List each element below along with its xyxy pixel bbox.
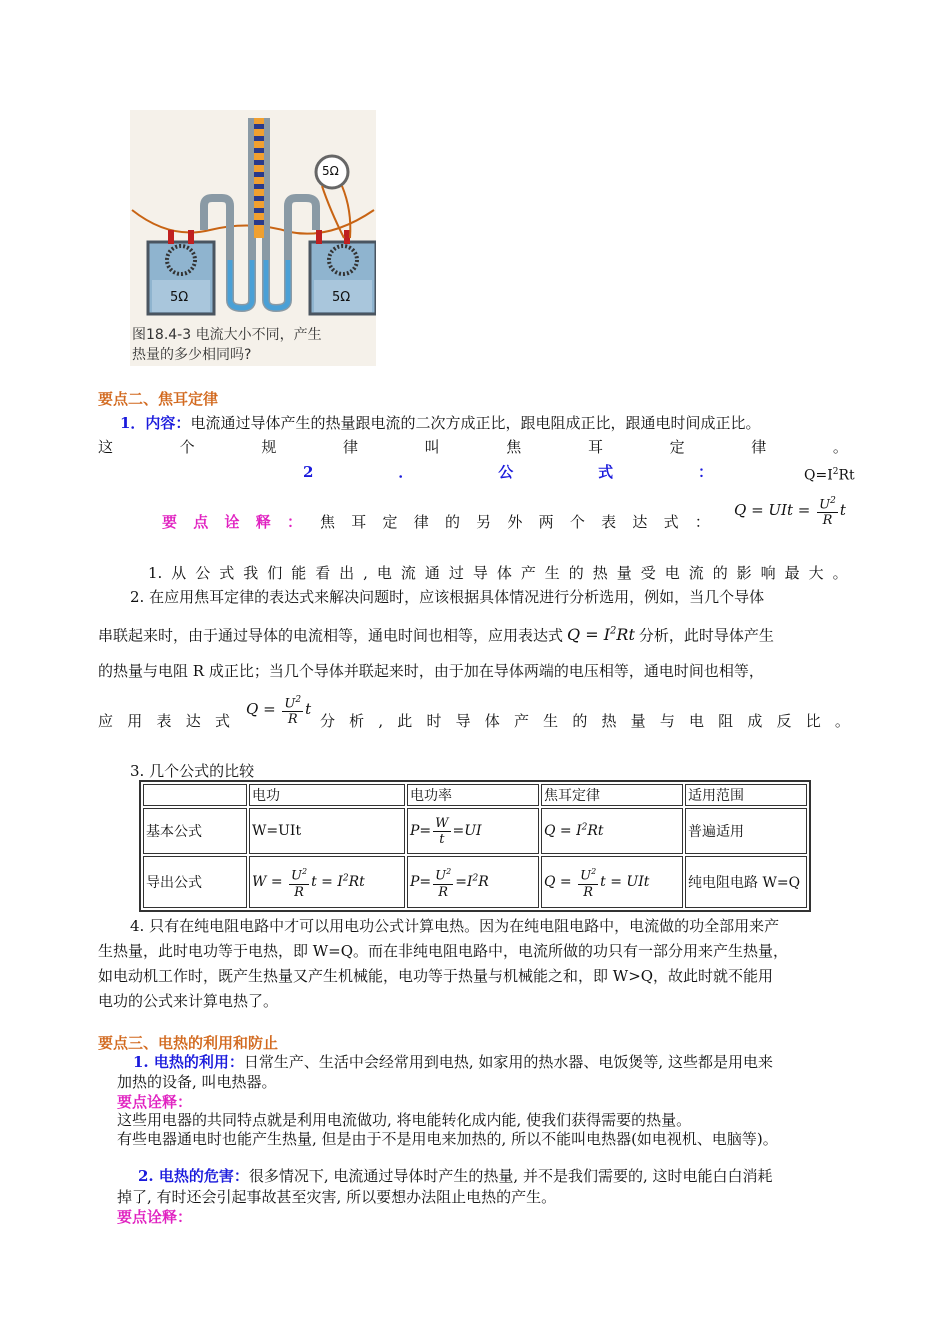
table-header-power: 电功率	[407, 784, 539, 806]
p1-char: 响	[760, 564, 776, 582]
item1-cont-char: 定	[669, 438, 685, 456]
table-header-scope: 适用范围	[685, 784, 807, 806]
row2-joule: Q = $\frac{U^2}{R}$ t = UIt	[541, 856, 683, 908]
formula-q-i2rt: $Q=I^2Rt$	[804, 467, 855, 484]
p2-line4b-char: 分	[320, 712, 336, 730]
p2-line4a-char: 用	[127, 712, 143, 730]
p1-char: 看	[315, 564, 331, 582]
p2-line4a-char: 应	[98, 712, 114, 730]
item1-cont-char: 律	[751, 438, 767, 456]
p2-line4b-char: 的	[572, 712, 588, 730]
p2-line4b-char: 。	[834, 712, 850, 730]
section3-heading: 要点三、电热的利用和防止	[98, 1034, 279, 1052]
item1-cont-char: 。	[832, 438, 848, 456]
p1-char: 影	[736, 564, 752, 582]
p2-line4b-char: 热	[601, 712, 617, 730]
p1-char: 通	[424, 564, 440, 582]
item1-text: 电流通过导体产生的热量跟电流的二次方成正比，跟电阻成正比，跟通电时间成正比。	[190, 414, 761, 432]
p1-char: 流	[400, 564, 416, 582]
note-text-char: 外	[507, 513, 523, 531]
note-text-char: 达	[632, 513, 648, 531]
item1-continuation	[98, 437, 848, 457]
p2-line2a: 串联起来时，由于通过导体的电流相等，通电时间也相等，应用表达式	[98, 626, 564, 645]
paragraph-4-line4: 电功的公式来计算电热了。	[98, 992, 279, 1010]
note-text-char: 焦	[320, 513, 336, 531]
p1-char: 。	[832, 564, 848, 582]
figure-caption-2: 热量的多少相同吗?	[132, 347, 252, 363]
p1-char: 生	[544, 564, 560, 582]
p1-char: 的	[568, 564, 584, 582]
item1-line	[120, 413, 860, 433]
p2-line4a-char: 表	[156, 712, 172, 730]
paragraph-4-line3: 如电动机工作时，既产生热量又产生机械能，电功等于热量与机械能之和，即 W>Q，故此时就不能用	[98, 967, 774, 985]
row1-label: 基本公式	[143, 808, 247, 854]
table-header-empty	[143, 784, 247, 806]
s3-note1-line1: 这些用电器的共同特点就是利用电流做功, 将电能转化成内能, 使我们获得需要的热量。	[117, 1111, 692, 1129]
paragraph-1	[148, 563, 848, 583]
p1-char: 受	[640, 564, 656, 582]
p1-char: 导	[472, 564, 488, 582]
s3-note2-label: 要点诠释：	[117, 1208, 193, 1226]
row2-power: P= $\frac{U^2}{R}$ $=I^2R$	[407, 856, 539, 908]
formula-q-i2rt-inline: $Q = I^2Rt$	[567, 625, 635, 645]
resistor-label-left: 5Ω	[170, 290, 189, 305]
note-label-char: 诠	[224, 513, 240, 531]
p2-line4b-char: 生	[543, 712, 559, 730]
s3-item1-label: 1. 电热的利用：	[133, 1053, 244, 1071]
s3-item2-continuation: 掉了, 有时还会引起事故甚至灾害, 所以要想办法阻止电热的产生。	[117, 1188, 557, 1206]
p2-line4a-char: 式	[214, 712, 230, 730]
p1-char: 热	[592, 564, 608, 582]
p2-line4b-char: 阻	[718, 712, 734, 730]
paragraph-3-title: 3. 几个公式的比较	[130, 762, 255, 780]
note-text-char: 两	[538, 513, 554, 531]
p2-line4b-char: 导	[455, 712, 471, 730]
s3-note1-label: 要点诠释：	[117, 1093, 193, 1111]
resistor-label-top: 5Ω	[322, 164, 339, 178]
p2-line4b-char: 比	[805, 712, 821, 730]
note-text-char: 个	[569, 513, 585, 531]
item1-cont-char: 焦	[506, 438, 522, 456]
p2-line4b-char: 此	[397, 712, 413, 730]
item1-cont-char: 规	[261, 438, 277, 456]
item2-char: 式	[598, 463, 614, 481]
p1-char: 我	[243, 564, 259, 582]
paragraph-2-line3: 的热量与电阻 R 成正比；当几个导体并联起来时，由于加在导体两端的电压相等，通电时间也相等，	[98, 662, 764, 680]
note-label-char: ：	[286, 513, 302, 531]
note-text-char: 定	[382, 513, 398, 531]
formula-q-u2rt-inline: Q = $\frac{U^2}{R}$ t	[246, 695, 312, 728]
note-text-char: ：	[694, 513, 710, 531]
p1-char: 量	[616, 564, 632, 582]
experiment-figure	[130, 110, 376, 366]
p1-char: 流	[688, 564, 704, 582]
s3-item2-text: 很多情况下, 电流通过导体时产生的热量, 并不是我们需要的, 这时电能白白消耗	[248, 1167, 773, 1185]
row2-label: 导出公式	[143, 856, 247, 908]
figure-caption-1: 图18.4-3 电流大小不同，产生	[132, 327, 322, 343]
p1-char: 过	[448, 564, 464, 582]
p2-line4b-char: 时	[426, 712, 442, 730]
p1-char: 产	[520, 564, 536, 582]
note-text-char: 表	[601, 513, 617, 531]
p1-char: ,	[363, 564, 368, 582]
item1-cont-char: 这	[98, 438, 114, 456]
note-label-char: 点	[193, 513, 209, 531]
s3-note1-line2: 有些电器通电时也能产生热量, 但是由于不是用电来加热的, 所以不能叫电热器(如电视机、电脑等)。	[117, 1130, 778, 1148]
p1-char: 大	[808, 564, 824, 582]
p2-line4b-char: 量	[630, 712, 646, 730]
row2-scope: 纯电阻电路 W=Q	[685, 856, 807, 908]
p1-char: 最	[784, 564, 800, 582]
item1-cont-char: 叫	[424, 438, 440, 456]
p2-line4b-char: ,	[378, 712, 384, 730]
p1-char: 能	[291, 564, 307, 582]
formula-comparison-table	[139, 780, 811, 912]
row2-work: W = $\frac{U^2}{R}$ $t = I^2Rt$	[249, 856, 405, 908]
p1-char: 1.	[148, 564, 163, 582]
p2-line4b-char: 反	[776, 712, 792, 730]
p2-line4b-char: 体	[484, 712, 500, 730]
item1-cont-char: 个	[179, 438, 195, 456]
paragraph-2-line2	[98, 622, 853, 645]
s3-item1-text: 日常生产、生活中会经常用到电热, 如家用的热水器、电饭煲等, 这些都是用电来	[243, 1053, 773, 1071]
item1-cont-char: 耳	[587, 438, 603, 456]
p1-char: 出	[339, 564, 355, 582]
note-text-char: 耳	[351, 513, 367, 531]
row1-joule: $Q = I^2Rt$	[541, 808, 683, 854]
item2-char: ：	[697, 463, 713, 481]
s3-item2-line	[138, 1166, 893, 1186]
p2-line4b-char: 成	[747, 712, 763, 730]
paragraph-2-line1: 2. 在应用焦耳定律的表达式来解决问题时，应该根据具体情况进行分析选用，例如，当几个导体	[130, 588, 765, 606]
s3-item1-continuation: 加热的设备, 叫电热器。	[117, 1073, 277, 1091]
formula-q-uit-u2rt: Q = UIt = $\frac{U^2}{R}$ t	[734, 496, 846, 529]
note-label-char: 要	[162, 513, 178, 531]
p1-char: 电	[376, 564, 392, 582]
p2-line4b-char: 析	[349, 712, 365, 730]
item2-char: 2	[303, 463, 314, 481]
table-header-work: 电功	[249, 784, 405, 806]
note-text-char: 的	[444, 513, 460, 531]
note-text-char: 另	[476, 513, 492, 531]
p2-line4a-char: 达	[185, 712, 201, 730]
table-header-joule: 焦耳定律	[541, 784, 683, 806]
row1-power: P= $\frac{W}{t}$ =UI	[407, 808, 539, 854]
section2-heading: 要点二、焦耳定律	[98, 390, 219, 408]
paragraph-4-line1: 4. 只有在纯电阻电路中才可以用电功公式计算电热。因为在纯电阻电路中，电流做的功全部用来产	[130, 917, 780, 935]
item2-char: 公	[498, 463, 514, 481]
p1-char: 公	[195, 564, 211, 582]
item2-char: ．	[398, 463, 414, 481]
note-label-char: 释	[255, 513, 271, 531]
p2-line4b-char: 产	[513, 712, 529, 730]
p2-line4b-char: 与	[659, 712, 675, 730]
p1-char: 式	[219, 564, 235, 582]
s3-item2-label: 2. 电热的危害：	[138, 1167, 249, 1185]
p1-char: 体	[496, 564, 512, 582]
p1-char: 电	[664, 564, 680, 582]
s3-item1-line	[133, 1052, 888, 1072]
p2-line4b-char: 电	[689, 712, 705, 730]
p1-char: 们	[267, 564, 283, 582]
item1-label: 1．内容：	[120, 414, 191, 432]
row1-work: W=UIt	[249, 808, 405, 854]
resistor-label-right: 5Ω	[332, 290, 351, 305]
item1-cont-char: 律	[342, 438, 358, 456]
note-text-char: 式	[663, 513, 679, 531]
note-line	[98, 496, 853, 536]
p1-char: 从	[171, 564, 187, 582]
note-text-char: 律	[413, 513, 429, 531]
paragraph-4-line2: 生热量，此时电功等于电热，即 W=Q。而在非纯电阻电路中，电流所做的功只有一部分用来产生热量，	[98, 942, 789, 960]
p1-char: 的	[712, 564, 728, 582]
p2-line2b: 分析，此时导体产生	[638, 626, 774, 645]
row1-scope: 普遍适用	[685, 808, 807, 854]
